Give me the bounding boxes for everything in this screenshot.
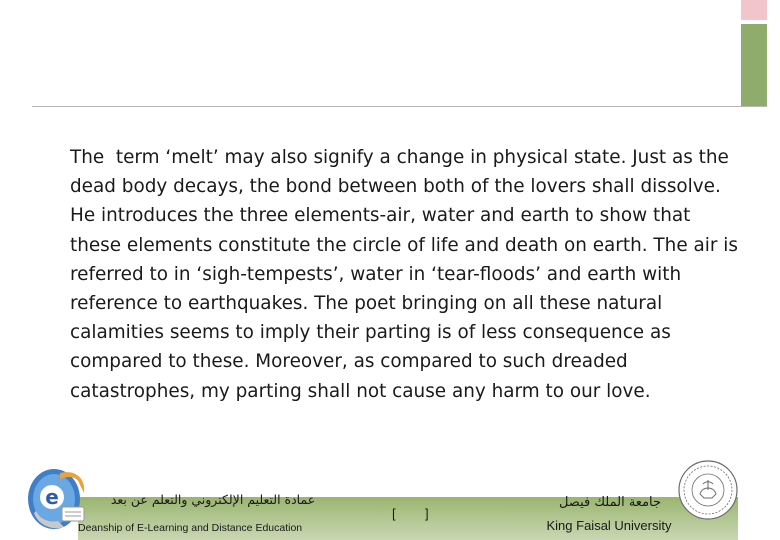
deanship-english-label: Deanship of E-Learning and Distance Education	[78, 522, 303, 534]
university-seal-icon	[678, 460, 738, 520]
page-number-bracket-close: ]	[425, 506, 429, 521]
page-number-bracket-open: [	[392, 506, 396, 521]
top-accent-pink	[741, 0, 767, 20]
university-arabic-label: جامعة الملك فيصل	[558, 495, 662, 510]
slide-body-text: The term ‘melt’ may also signify a change in physical state. Just as the dead body decays, the bond between both of the lovers shall dissolve. He introduces the three elements-air, water and earth to show that these elements constitute the circle of life and death on earth. The air is referred to in ‘sigh-tempests’, water in ‘tear-floods’ and earth with reference to earthquakes. The poet bringing on all these natural calamities seems to imply their parting is of less consequence as compared to these. Moreover, as compared to such dreaded catastrophes, my parting shall not cause any harm to our love.	[70, 147, 744, 402]
header-divider	[32, 106, 767, 107]
deanship-arabic-label: عمادة التعليم الإلكتروني والتعلم عن بعد	[110, 492, 316, 507]
svg-text:e: e	[45, 485, 59, 509]
university-english-label: King Faisal University	[546, 518, 672, 533]
top-accent-green	[741, 24, 767, 106]
